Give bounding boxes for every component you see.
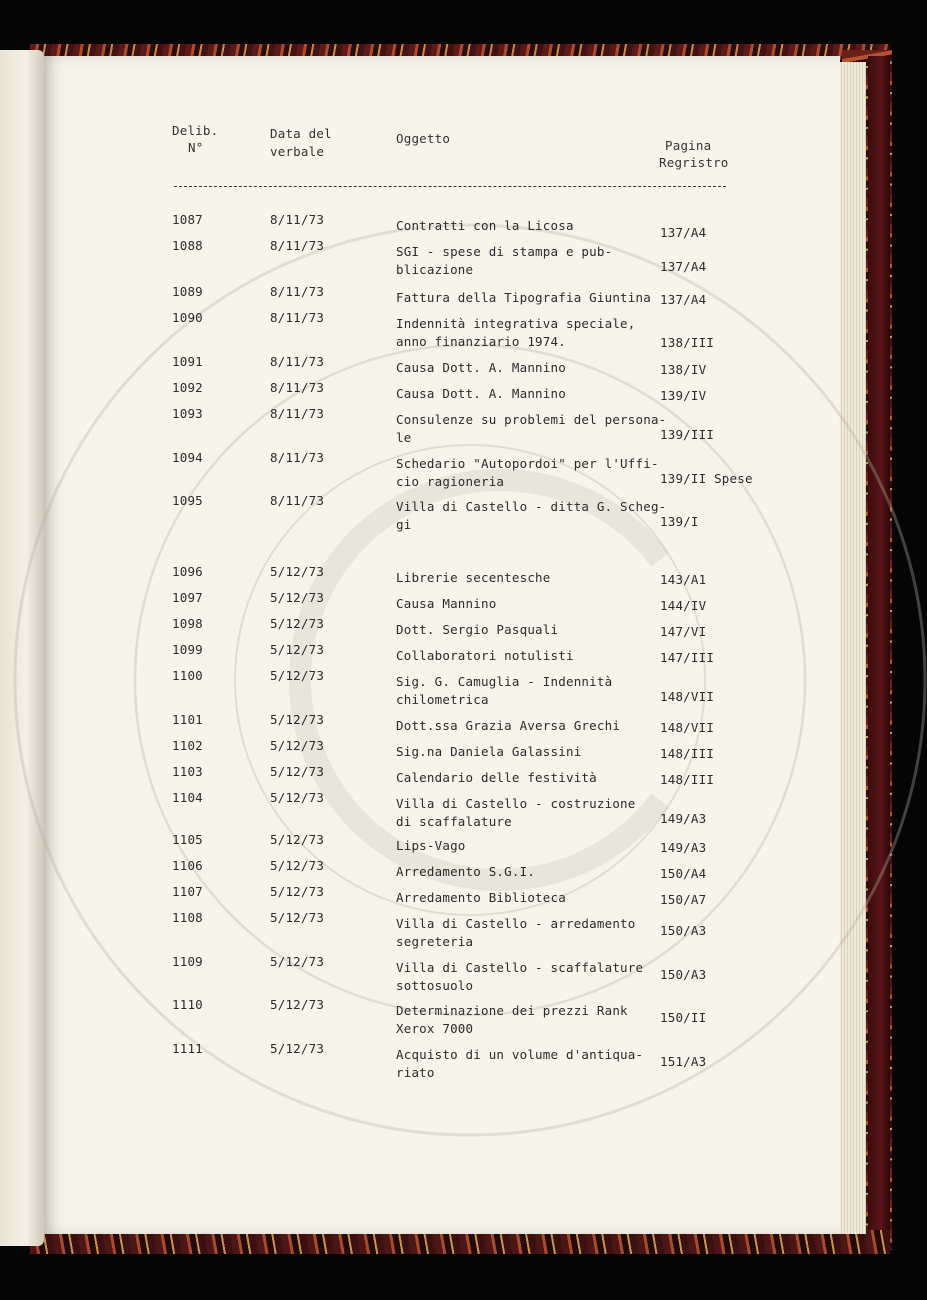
pagina-registro: 150/A3 — [660, 923, 707, 938]
delib-number: 1111 — [172, 1041, 203, 1056]
pagina-registro: 139/I — [660, 514, 699, 529]
verbale-date: 5/12/73 — [270, 910, 325, 925]
delib-number: 1092 — [172, 380, 203, 395]
oggetto-text: Calendario delle festività — [396, 770, 597, 785]
verbale-date: 5/12/73 — [270, 738, 325, 753]
leather-binding — [868, 56, 890, 1246]
pagina-registro: 148/VII — [660, 720, 715, 735]
oggetto-text: Causa Mannino — [396, 596, 497, 611]
pagina-registro: 138/III — [660, 335, 715, 350]
verbale-date: 5/12/73 — [270, 997, 325, 1012]
oggetto-text: Villa di Castello - costruzione — [396, 796, 636, 811]
delib-number: 1107 — [172, 884, 203, 899]
verbale-date: 8/11/73 — [270, 406, 325, 421]
pagina-registro: 149/A3 — [660, 811, 707, 826]
delib-number: 1110 — [172, 997, 203, 1012]
oggetto-text: Arredamento Biblioteca — [396, 890, 566, 905]
delib-number: 1104 — [172, 790, 203, 805]
delib-number: 1089 — [172, 284, 203, 299]
oggetto-text: sottosuolo — [396, 978, 474, 993]
oggetto-text: Dott.ssa Grazia Aversa Grechi — [396, 718, 621, 733]
delib-number: 1094 — [172, 450, 203, 465]
pagina-registro: 147/III — [660, 650, 715, 665]
pagina-registro: 148/III — [660, 746, 715, 761]
verbale-date: 5/12/73 — [270, 884, 325, 899]
verbale-date: 5/12/73 — [270, 642, 325, 657]
header-delib: Delib. — [172, 123, 219, 138]
pagina-registro: 139/IV — [660, 388, 707, 403]
oggetto-text: segreteria — [396, 934, 474, 949]
delib-number: 1098 — [172, 616, 203, 631]
pagina-registro: 144/IV — [660, 598, 707, 613]
oggetto-text: Villa di Castello - arredamento — [396, 916, 636, 931]
oggetto-text: blicazione — [396, 262, 474, 277]
oggetto-text: le — [396, 430, 412, 445]
pagina-registro: 148/VII — [660, 689, 715, 704]
header-delib-no: N° — [188, 140, 204, 155]
verbale-date: 5/12/73 — [270, 790, 325, 805]
delib-number: 1096 — [172, 564, 203, 579]
verbale-date: 8/11/73 — [270, 354, 325, 369]
verbale-date: 5/12/73 — [270, 668, 325, 683]
verbale-date: 5/12/73 — [270, 616, 325, 631]
delib-number: 1100 — [172, 668, 203, 683]
header-oggetto: Oggetto — [396, 131, 451, 146]
delib-number: 1090 — [172, 310, 203, 325]
delib-number: 1103 — [172, 764, 203, 779]
verbale-date: 8/11/73 — [270, 380, 325, 395]
delib-number: 1102 — [172, 738, 203, 753]
pagina-registro: 137/A4 — [660, 225, 707, 240]
oggetto-text: Consulenze su problemi del persona- — [396, 412, 667, 427]
pagina-registro: 150/A4 — [660, 866, 707, 881]
oggetto-text: Acquisto di un volume d'antiqua- — [396, 1047, 644, 1062]
delib-number: 1087 — [172, 212, 203, 227]
oggetto-text: Librerie secentesche — [396, 570, 551, 585]
oggetto-text: Xerox 7000 — [396, 1021, 474, 1036]
pagina-registro: 143/A1 — [660, 572, 707, 587]
header-pagina-line2: Regristro — [659, 155, 729, 170]
pagina-registro: 139/III — [660, 427, 715, 442]
pagina-registro: 150/A7 — [660, 892, 707, 907]
header-data-line2: verbale — [270, 144, 325, 159]
oggetto-text: Dott. Sergio Pasquali — [396, 622, 559, 637]
pagina-registro: 150/II — [660, 1010, 707, 1025]
pagina-registro: 147/VI — [660, 624, 707, 639]
delib-number: 1099 — [172, 642, 203, 657]
verbale-date: 5/12/73 — [270, 954, 325, 969]
pagina-registro: 137/A4 — [660, 292, 707, 307]
page-stack-edge — [836, 62, 866, 1234]
left-page-edge — [0, 50, 44, 1246]
oggetto-text: di scaffalature — [396, 814, 512, 829]
verbale-date: 5/12/73 — [270, 712, 325, 727]
header-pagina-line1: Pagina — [665, 138, 712, 153]
pagina-registro: 138/IV — [660, 362, 707, 377]
verbale-date: 5/12/73 — [270, 832, 325, 847]
oggetto-text: Contratti con la Licosa — [396, 218, 574, 233]
delib-number: 1106 — [172, 858, 203, 873]
oggetto-text: Arredamento S.G.I. — [396, 864, 536, 879]
oggetto-text: Causa Dott. A. Mannino — [396, 360, 566, 375]
oggetto-text: Lips-Vago — [396, 838, 466, 853]
oggetto-text: anno finanziario 1974. — [396, 334, 566, 349]
pagina-registro: 150/A3 — [660, 967, 707, 982]
oggetto-text: chilometrica — [396, 692, 489, 707]
delib-number: 1095 — [172, 493, 203, 508]
oggetto-text: Indennità integrativa speciale, — [396, 316, 636, 331]
delib-number: 1109 — [172, 954, 203, 969]
oggetto-text: gi — [396, 517, 412, 532]
delib-number: 1108 — [172, 910, 203, 925]
oggetto-text: cio ragioneria — [396, 474, 505, 489]
verbale-date: 8/11/73 — [270, 284, 325, 299]
oggetto-text: Collaboratori notulisti — [396, 648, 574, 663]
pagina-registro: 149/A3 — [660, 840, 707, 855]
oggetto-text: Causa Dott. A. Mannino — [396, 386, 566, 401]
verbale-date: 5/12/73 — [270, 1041, 325, 1056]
pagina-registro: 151/A3 — [660, 1054, 707, 1069]
verbale-date: 5/12/73 — [270, 564, 325, 579]
pagina-registro: 148/III — [660, 772, 715, 787]
delib-number: 1091 — [172, 354, 203, 369]
delib-number: 1105 — [172, 832, 203, 847]
verbale-date: 5/12/73 — [270, 590, 325, 605]
verbale-date: 8/11/73 — [270, 493, 325, 508]
delib-number: 1093 — [172, 406, 203, 421]
delib-number: 1097 — [172, 590, 203, 605]
verbale-date: 5/12/73 — [270, 858, 325, 873]
oggetto-text: Sig. G. Camuglia - Indennità — [396, 674, 613, 689]
oggetto-text: Villa di Castello - ditta G. Scheg- — [396, 499, 667, 514]
header-divider — [174, 186, 726, 187]
verbale-date: 8/11/73 — [270, 310, 325, 325]
oggetto-text: riato — [396, 1065, 435, 1080]
oggetto-text: Sig.na Daniela Galassini — [396, 744, 582, 759]
verbale-date: 8/11/73 — [270, 450, 325, 465]
oggetto-text: Fattura della Tipografia Giuntina — [396, 290, 651, 305]
verbale-date: 5/12/73 — [270, 764, 325, 779]
oggetto-text: Schedario "Autopordoi" per l'Uffi- — [396, 456, 659, 471]
verbale-date: 8/11/73 — [270, 212, 325, 227]
oggetto-text: Villa di Castello - scaffalature — [396, 960, 644, 975]
oggetto-text: SGI - spese di stampa e pub- — [396, 244, 613, 259]
pagina-registro: 139/II Spese — [660, 471, 753, 486]
header-data-line1: Data del — [270, 126, 332, 141]
verbale-date: 8/11/73 — [270, 238, 325, 253]
delib-number: 1088 — [172, 238, 203, 253]
pagina-registro: 137/A4 — [660, 259, 707, 274]
delib-number: 1101 — [172, 712, 203, 727]
oggetto-text: Determinazione dei prezzi Rank — [396, 1003, 628, 1018]
